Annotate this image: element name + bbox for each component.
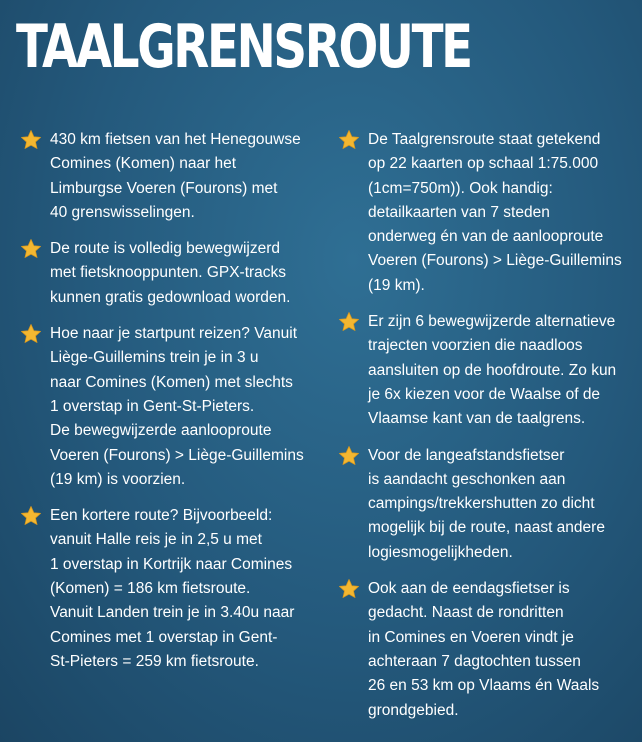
item-text: De Taalgrensroute staat getekend op 22 kaarten op schaal 1:75.000 (1cm=750m)). Ook handig: detailkaarten van 7 steden onderweg én van de aanlooproute Voeren (Fourons) > Liège-Guillemins (19 km).	[368, 131, 622, 294]
star-icon	[20, 129, 42, 151]
star-icon	[20, 505, 42, 527]
right-column	[338, 128, 638, 735]
item-text: 430 km fietsen van het Henegouwse Comines (Komen) naar het Limburgse Voeren (Fourons) met 40 grenswisselingen.	[50, 131, 301, 221]
list-item	[338, 577, 638, 723]
item-text: Een kortere route? Bijvoorbeeld: vanuit Halle reis je in 2,5 u met 1 overstap in Kortrijk naar Comines (Komen) = 186 km fietsroute. Vanuit Landen trein je in 3.40u naar Comines met 1 overstap in Gent- St-Pieters = 259 km fietsroute.	[50, 507, 295, 670]
star-icon	[338, 311, 360, 333]
item-text: Er zijn 6 bewegwijzerde alternatieve trajecten voorzien die naadloos aansluiten op de hoofdroute. Zo kun je 6x kiezen voor de Waalse of de Vlaamse kant van de taalgrens.	[368, 313, 617, 428]
list-item	[338, 444, 638, 565]
star-icon	[338, 578, 360, 600]
page-title: TAALGRENSROUTE	[16, 12, 471, 82]
list-item	[20, 237, 325, 310]
star-icon	[338, 129, 360, 151]
list-item	[338, 128, 638, 298]
star-icon	[338, 445, 360, 467]
list-item	[338, 310, 638, 431]
list-item	[20, 128, 325, 225]
list-item	[20, 504, 325, 674]
left-column	[20, 128, 325, 686]
item-text: Voor de langeafstandsfietser is aandacht geschonken aan campings/trekkershutten zo dicht mogelijk bij de route, naast andere logiesmogelijkheden.	[368, 446, 605, 561]
item-text: Ook aan de eendagsfietser is gedacht. Naast de rondritten in Comines en Voeren vindt je achteraan 7 dagtochten tussen 26 en 53 km op Vlaams én Waals grondgebied.	[368, 580, 600, 719]
list-item	[20, 322, 325, 492]
item-text: Hoe naar je startpunt reizen? Vanuit Liège-Guillemins trein je in 3 u naar Comines (Komen) met slechts 1 overstap in Gent-St-Pieters. De bewegwijzerde aanlooproute Voeren (Fourons) > Liège-Guillemins (19 km) is voorzien.	[50, 325, 304, 488]
item-text: De route is volledig bewegwijzerd met fietsknooppunten. GPX-tracks kunnen gratis gedownload worden.	[50, 240, 291, 306]
star-icon	[20, 238, 42, 260]
star-icon	[20, 323, 42, 345]
